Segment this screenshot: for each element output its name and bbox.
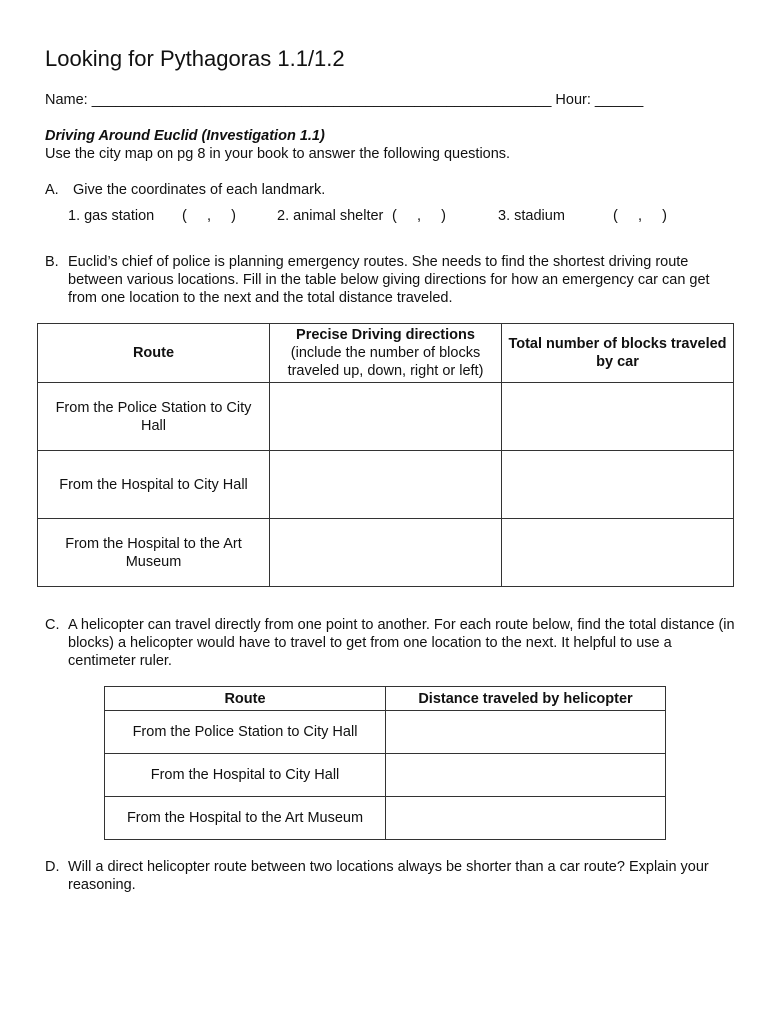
question-a-text: Give the coordinates of each landmark. [73, 182, 326, 198]
route-cell: From the Hospital to the Art Museum [105, 797, 386, 840]
question-d-text: Will a direct helicopter route between two locations always be shorter than a car route? Explain your reasoning. [68, 859, 709, 893]
table-row [105, 797, 666, 840]
question-b [45, 253, 735, 307]
directions-answer-cell[interactable] [270, 451, 502, 519]
coordinate-blank[interactable]: ( , ) [182, 208, 236, 224]
table-row [105, 711, 666, 754]
directions-header [270, 324, 502, 383]
question-d [45, 858, 735, 894]
helicopter-routes-table [104, 686, 666, 840]
directions-header-title: Precise Driving directions [296, 327, 475, 343]
route-header: Route [38, 324, 270, 383]
table-row [38, 519, 734, 587]
question-c-text: A helicopter can travel directly from one point to another. For each route below, find the total distance (in blocks) a helicopter would have to travel to get from one location to the next. It helpful to use a centimeter ruler. [68, 617, 735, 669]
table-row [105, 754, 666, 797]
route-cell: From the Police Station to City Hall [38, 383, 270, 451]
table-header-row [105, 687, 666, 711]
question-c [45, 616, 735, 670]
section-heading: Driving Around Euclid (Investigation 1.1) [45, 128, 325, 144]
table-row [38, 383, 734, 451]
distance-answer-cell[interactable] [386, 711, 666, 754]
distance-answer-cell[interactable] [386, 797, 666, 840]
route-cell: From the Hospital to City Hall [105, 754, 386, 797]
directions-answer-cell[interactable] [270, 383, 502, 451]
name-hour-line[interactable]: Name: _________________________________________________________ Hour: ______ [45, 92, 644, 108]
route-header: Route [105, 687, 386, 711]
question-a-letter: A. [45, 182, 59, 198]
total-blocks-header: Total number of blocks traveled by car [502, 324, 734, 383]
question-c-letter: C. [45, 617, 60, 633]
landmark-label: 3. stadium [498, 208, 565, 224]
driving-routes-table [37, 323, 734, 587]
landmark-label: 2. animal shelter [277, 208, 384, 224]
distance-answer-cell[interactable] [386, 754, 666, 797]
landmark-label: 1. gas station [68, 208, 155, 224]
question-b-letter: B. [45, 254, 59, 270]
coordinate-blank[interactable]: ( , ) [392, 208, 446, 224]
route-cell: From the Hospital to the Art Museum [38, 519, 270, 587]
question-b-text: Euclid’s chief of police is planning emergency routes. She needs to find the shortest driving route between various locations. Fill in the table below giving directions for how an emergency car can get from one location to the next and the total distance traveled. [68, 254, 710, 306]
directions-header-note: (include the number of blocks traveled up, down, right or left) [287, 345, 484, 379]
coordinate-blank[interactable]: ( , ) [613, 208, 667, 224]
page-title: Looking for Pythagoras 1.1/1.2 [45, 46, 345, 71]
route-cell: From the Police Station to City Hall [105, 711, 386, 754]
question-a [45, 181, 735, 199]
route-cell: From the Hospital to City Hall [38, 451, 270, 519]
distance-header: Distance traveled by helicopter [386, 687, 666, 711]
question-d-letter: D. [45, 859, 60, 875]
table-header-row [38, 324, 734, 383]
table-row [38, 451, 734, 519]
section-intro: Use the city map on pg 8 in your book to answer the following questions. [45, 146, 511, 162]
directions-answer-cell[interactable] [270, 519, 502, 587]
total-blocks-answer-cell[interactable] [502, 451, 734, 519]
total-blocks-answer-cell[interactable] [502, 519, 734, 587]
total-blocks-answer-cell[interactable] [502, 383, 734, 451]
